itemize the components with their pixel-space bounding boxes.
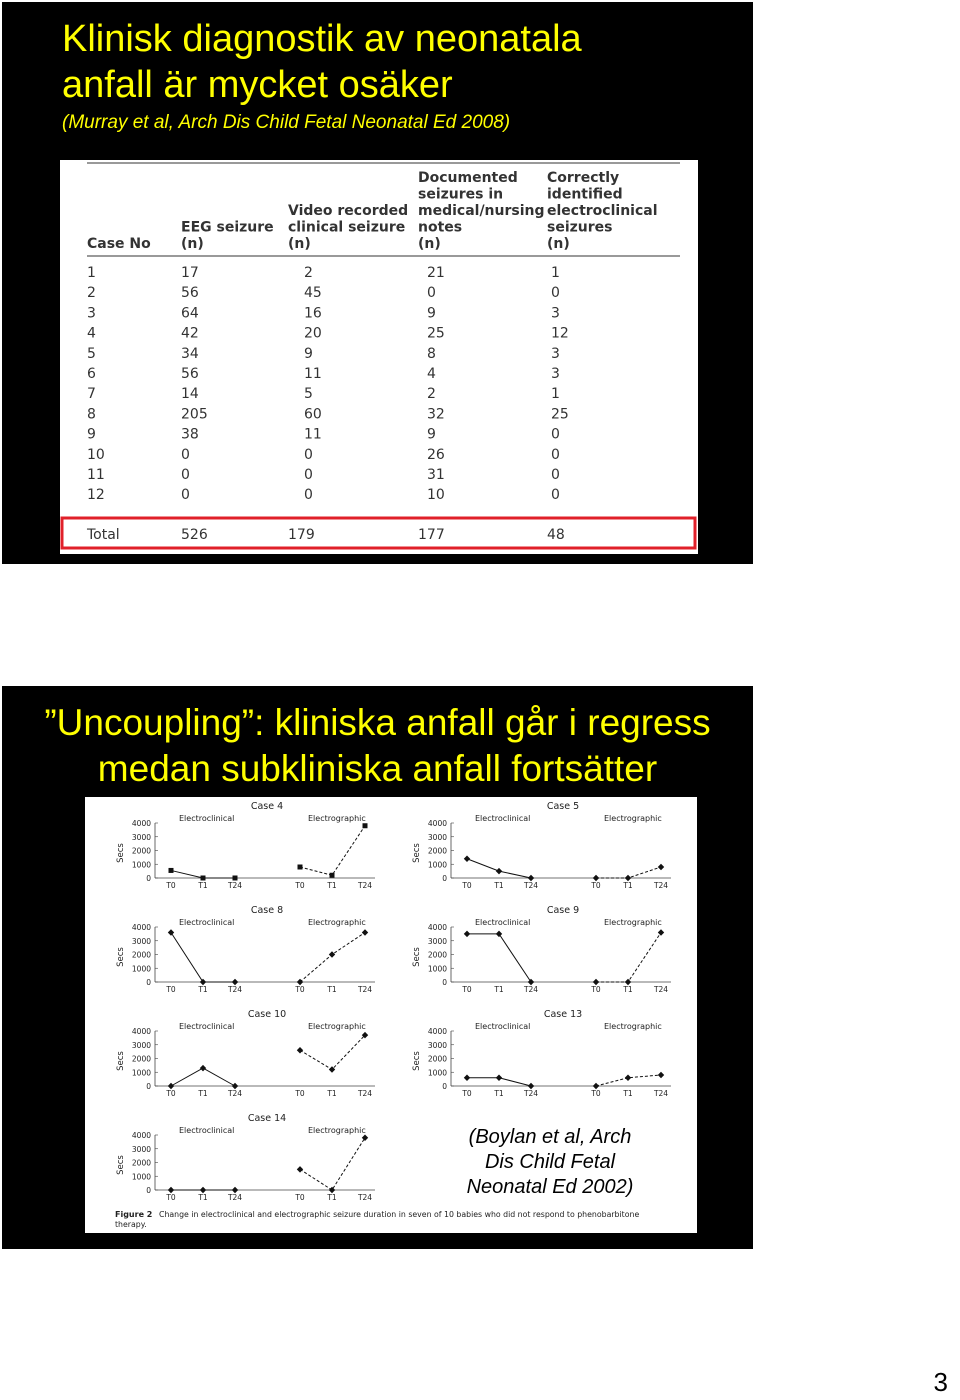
table-header-cell: Video recorded bbox=[288, 203, 409, 219]
chart-panel-1 bbox=[116, 801, 375, 890]
slide-2-title-line-2: medan subkliniska anfall fortsätter bbox=[97, 748, 658, 789]
table-cell: 7 bbox=[87, 386, 96, 403]
table-cell: 0 bbox=[181, 446, 190, 463]
figure-caption-text: Change in electroclinical and electrographic seizure duration in seven of 10 babies who did not respond to phenobarbitone bbox=[159, 1210, 640, 1219]
table-header-cell: (n) bbox=[418, 236, 441, 252]
table-cell: 38 bbox=[181, 426, 199, 443]
y-axis-label: Secs bbox=[116, 1155, 126, 1175]
right-series-label: Electrographic bbox=[308, 814, 366, 823]
x-tick-label: T24 bbox=[227, 1193, 243, 1202]
y-tick-label: 3000 bbox=[427, 832, 447, 842]
seizure-duration-figure bbox=[85, 797, 697, 1233]
y-axis-label: Secs bbox=[412, 843, 422, 863]
y-tick-label: 1000 bbox=[131, 964, 151, 974]
table-cell: 56 bbox=[181, 366, 199, 382]
table-header-cell: clinical seizure bbox=[288, 219, 406, 236]
chart-title: Case 10 bbox=[247, 1009, 287, 1020]
electroclinical-line bbox=[171, 933, 235, 983]
table-cell: 12 bbox=[87, 487, 105, 504]
electrographic-line bbox=[300, 933, 365, 983]
right-series-label: Electrographic bbox=[308, 918, 366, 927]
y-tick-label: 4000 bbox=[131, 819, 151, 828]
table-cell: 64 bbox=[181, 305, 199, 322]
y-tick-label: 2000 bbox=[131, 1054, 151, 1064]
right-series-label: Electrographic bbox=[308, 1022, 366, 1031]
table-cell: 20 bbox=[304, 325, 322, 342]
table-total-cell: 177 bbox=[418, 527, 445, 543]
table-cell: 1 bbox=[551, 265, 560, 281]
left-series-label: Electroclinical bbox=[475, 918, 531, 927]
table-cell: 1 bbox=[551, 386, 560, 403]
table-cell: 21 bbox=[427, 265, 445, 281]
x-tick-label: T24 bbox=[653, 881, 669, 890]
left-series-label: Electroclinical bbox=[179, 1022, 235, 1031]
y-tick-label: 2000 bbox=[427, 950, 447, 960]
right-series-label: Electrographic bbox=[604, 814, 662, 823]
table-cell: 2 bbox=[87, 285, 96, 302]
chart-title: Case 9 bbox=[546, 905, 580, 916]
x-tick-label: T1 bbox=[327, 881, 337, 890]
electrographic-point bbox=[329, 951, 335, 957]
table-header-cell: seizures bbox=[547, 219, 613, 236]
slide-2-citation-line-1: (Boylan et al, Arch bbox=[468, 1126, 632, 1148]
table-cell: 8 bbox=[427, 345, 436, 362]
x-tick-label: T1 bbox=[494, 1089, 504, 1098]
table-header-cell: electroclinical bbox=[547, 203, 658, 219]
table-cell: 5 bbox=[304, 386, 313, 403]
y-tick-label: 0 bbox=[442, 978, 447, 987]
x-tick-label: T0 bbox=[591, 985, 601, 994]
electroclinical-point bbox=[464, 1075, 470, 1081]
table-cell: 0 bbox=[551, 285, 560, 302]
y-tick-label: 3000 bbox=[131, 1040, 151, 1050]
y-tick-label: 1000 bbox=[427, 964, 447, 974]
y-tick-label: 4000 bbox=[131, 923, 151, 932]
table-cell: 0 bbox=[304, 467, 313, 483]
slide-2-citation-line-3: Neonatal Ed 2002) bbox=[466, 1176, 634, 1198]
y-tick-label: 0 bbox=[442, 874, 447, 883]
x-tick-label: T1 bbox=[198, 985, 208, 994]
table-cell: 0 bbox=[551, 467, 560, 483]
y-axis-label: Secs bbox=[116, 1051, 126, 1071]
table-cell: 26 bbox=[427, 446, 445, 463]
page-number: 3 bbox=[933, 1367, 948, 1397]
table-cell: 1 bbox=[87, 265, 96, 281]
x-tick-label: T24 bbox=[523, 881, 539, 890]
y-axis-label: Secs bbox=[412, 947, 422, 967]
slide-1-title-line-2: anfall är mycket osäker bbox=[62, 64, 453, 106]
electrographic-point bbox=[298, 865, 303, 870]
y-tick-label: 3000 bbox=[427, 936, 447, 946]
slide-1 bbox=[2, 2, 753, 564]
table-cell: 11 bbox=[87, 467, 105, 483]
x-tick-label: T0 bbox=[295, 985, 305, 994]
slide-2-citation-line-2: Dis Child Fetal bbox=[484, 1151, 616, 1173]
x-tick-label: T0 bbox=[462, 881, 472, 890]
slide-2-title-line-1: ”Uncoupling”: kliniska anfall går i regress bbox=[44, 702, 711, 743]
electroclinical-point bbox=[496, 868, 502, 874]
table-cell: 17 bbox=[181, 265, 199, 281]
x-tick-label: T1 bbox=[623, 985, 633, 994]
table-cell: 11 bbox=[304, 426, 322, 443]
table-cell: 3 bbox=[551, 366, 560, 382]
table-cell: 0 bbox=[551, 487, 560, 504]
x-tick-label: T24 bbox=[357, 985, 373, 994]
x-tick-label: T24 bbox=[227, 985, 243, 994]
seizure-table bbox=[60, 160, 698, 554]
x-tick-label: T24 bbox=[523, 985, 539, 994]
y-tick-label: 4000 bbox=[427, 1027, 447, 1036]
table-header-cell: notes bbox=[418, 219, 463, 236]
x-tick-label: T1 bbox=[494, 881, 504, 890]
y-tick-label: 0 bbox=[442, 1082, 447, 1091]
electrographic-point bbox=[297, 1047, 303, 1053]
table-cell: 0 bbox=[181, 467, 190, 483]
y-axis-label: Secs bbox=[412, 1051, 422, 1071]
x-tick-label: T24 bbox=[653, 985, 669, 994]
table-header-cell: (n) bbox=[181, 236, 204, 252]
table-cell: 2 bbox=[427, 386, 436, 403]
y-tick-label: 2000 bbox=[427, 846, 447, 856]
y-axis-label: Secs bbox=[116, 947, 126, 967]
y-tick-label: 2000 bbox=[427, 1054, 447, 1064]
table-cell: 4 bbox=[87, 325, 96, 342]
table-cell: 12 bbox=[551, 325, 569, 342]
chart-panel-4 bbox=[412, 905, 671, 994]
y-tick-label: 2000 bbox=[131, 1158, 151, 1168]
x-tick-label: T1 bbox=[327, 1193, 337, 1202]
y-tick-label: 0 bbox=[146, 1082, 151, 1091]
electrographic-point bbox=[330, 873, 335, 878]
x-tick-label: T24 bbox=[357, 1193, 373, 1202]
table-cell: 0 bbox=[181, 487, 190, 504]
electrographic-point bbox=[658, 929, 664, 935]
y-tick-label: 1000 bbox=[131, 1172, 151, 1182]
x-tick-label: T24 bbox=[357, 881, 373, 890]
chart-panel-3 bbox=[116, 905, 375, 994]
table-cell: 0 bbox=[304, 446, 313, 463]
x-tick-label: T1 bbox=[198, 1089, 208, 1098]
table-cell: 9 bbox=[87, 426, 96, 443]
y-tick-label: 4000 bbox=[427, 819, 447, 828]
table-header-cell: seizures in bbox=[418, 186, 504, 203]
electrographic-point bbox=[362, 929, 368, 935]
x-tick-label: T0 bbox=[166, 985, 176, 994]
table-cell: 34 bbox=[181, 345, 199, 362]
slide-1-title bbox=[62, 16, 582, 108]
slide-2 bbox=[2, 686, 753, 1249]
right-series-label: Electrographic bbox=[604, 1022, 662, 1031]
y-tick-label: 0 bbox=[146, 874, 151, 883]
electroclinical-point bbox=[200, 1065, 206, 1071]
y-tick-label: 3000 bbox=[131, 832, 151, 842]
y-tick-label: 0 bbox=[146, 978, 151, 987]
figure-caption-label: Figure 2 bbox=[115, 1210, 153, 1219]
left-series-label: Electroclinical bbox=[475, 814, 531, 823]
table-cell: 10 bbox=[87, 446, 105, 463]
table-total-cell: Total bbox=[87, 527, 120, 543]
electroclinical-point bbox=[169, 868, 174, 873]
electroclinical-point bbox=[201, 876, 206, 881]
y-tick-label: 1000 bbox=[427, 1068, 447, 1078]
electrographic-point bbox=[297, 1166, 303, 1172]
x-tick-label: T24 bbox=[227, 1089, 243, 1098]
figure-caption-text-2: therapy. bbox=[115, 1220, 147, 1229]
table-cell: 0 bbox=[427, 285, 436, 302]
table-cell: 31 bbox=[427, 467, 445, 483]
table-total-cell: 48 bbox=[547, 527, 565, 543]
right-series-label: Electrographic bbox=[604, 918, 662, 927]
slide-2-citation bbox=[445, 1125, 655, 1200]
table-cell: 60 bbox=[304, 406, 322, 423]
chart-panel-2 bbox=[412, 801, 671, 890]
table-cell: 32 bbox=[427, 406, 445, 423]
electrographic-point bbox=[625, 1075, 631, 1081]
table-cell: 2 bbox=[304, 265, 313, 281]
x-tick-label: T0 bbox=[166, 1193, 176, 1202]
left-series-label: Electroclinical bbox=[179, 814, 235, 823]
table-cell: 16 bbox=[304, 305, 322, 322]
x-tick-label: T24 bbox=[653, 1089, 669, 1098]
table-header-cell: medical/nursing bbox=[418, 203, 545, 219]
x-tick-label: T24 bbox=[357, 1089, 373, 1098]
table-cell: 4 bbox=[427, 366, 436, 382]
y-tick-label: 0 bbox=[146, 1186, 151, 1195]
seizure-table-graphic bbox=[60, 160, 698, 554]
electroclinical-point bbox=[168, 929, 174, 935]
x-tick-label: T1 bbox=[327, 985, 337, 994]
right-series-label: Electrographic bbox=[308, 1126, 366, 1135]
y-tick-label: 2000 bbox=[131, 846, 151, 856]
electrographic-point bbox=[363, 823, 368, 828]
left-series-label: Electroclinical bbox=[475, 1022, 531, 1031]
x-tick-label: T24 bbox=[227, 881, 243, 890]
electroclinical-point bbox=[496, 1075, 502, 1081]
table-header-cell: Correctly bbox=[547, 170, 620, 186]
table-cell: 25 bbox=[427, 325, 445, 342]
x-tick-label: T0 bbox=[462, 985, 472, 994]
y-tick-label: 1000 bbox=[131, 860, 151, 870]
left-series-label: Electroclinical bbox=[179, 1126, 235, 1135]
y-tick-label: 4000 bbox=[131, 1027, 151, 1036]
table-header-cell: (n) bbox=[288, 236, 311, 252]
table-cell: 3 bbox=[551, 345, 560, 362]
table-cell: 42 bbox=[181, 325, 199, 342]
chart-title: Case 8 bbox=[250, 905, 284, 916]
x-tick-label: T0 bbox=[166, 1089, 176, 1098]
table-total-cell: 526 bbox=[181, 527, 208, 543]
table-cell: 8 bbox=[87, 406, 96, 423]
y-axis-label: Secs bbox=[116, 843, 126, 863]
electrographic-line bbox=[300, 1035, 365, 1069]
table-cell: 10 bbox=[427, 487, 445, 504]
x-tick-label: T0 bbox=[295, 881, 305, 890]
y-tick-label: 3000 bbox=[131, 1144, 151, 1154]
table-cell: 3 bbox=[551, 305, 560, 322]
chart-title: Case 4 bbox=[250, 801, 284, 812]
table-cell: 9 bbox=[427, 426, 436, 443]
chart-title: Case 5 bbox=[546, 801, 580, 812]
table-cell: 3 bbox=[87, 305, 96, 322]
y-tick-label: 2000 bbox=[131, 950, 151, 960]
table-cell: 25 bbox=[551, 406, 569, 423]
electrographic-line bbox=[300, 1138, 365, 1190]
table-cell: 9 bbox=[304, 345, 313, 362]
table-cell: 9 bbox=[427, 305, 436, 322]
table-header-cell: EEG seizure bbox=[181, 219, 274, 236]
table-total-cell: 179 bbox=[288, 527, 315, 543]
table-cell: 11 bbox=[304, 366, 322, 382]
chart-panel-7 bbox=[116, 1113, 375, 1202]
chart-title: Case 14 bbox=[247, 1113, 287, 1124]
table-cell: 5 bbox=[87, 345, 96, 362]
table-header-cell: (n) bbox=[547, 236, 570, 252]
table-cell: 0 bbox=[551, 426, 560, 443]
total-row-highlight bbox=[62, 518, 695, 548]
chart-panel-5 bbox=[116, 1009, 375, 1098]
electrographic-point bbox=[362, 1135, 368, 1141]
y-tick-label: 4000 bbox=[131, 1131, 151, 1140]
chart-title: Case 13 bbox=[543, 1009, 583, 1020]
y-tick-label: 1000 bbox=[131, 1068, 151, 1078]
x-tick-label: T0 bbox=[166, 881, 176, 890]
electrographic-point bbox=[658, 864, 664, 870]
x-tick-label: T0 bbox=[462, 1089, 472, 1098]
table-header-cell: Documented bbox=[418, 170, 518, 186]
x-tick-label: T0 bbox=[591, 881, 601, 890]
table-cell: 0 bbox=[304, 487, 313, 504]
x-tick-label: T1 bbox=[623, 1089, 633, 1098]
table-cell: 6 bbox=[87, 366, 96, 382]
x-tick-label: T0 bbox=[591, 1089, 601, 1098]
slide-1-title-line-1: Klinisk diagnostik av neonatala bbox=[62, 18, 582, 60]
table-cell: 205 bbox=[181, 406, 208, 423]
x-tick-label: T1 bbox=[623, 881, 633, 890]
x-tick-label: T24 bbox=[523, 1089, 539, 1098]
y-tick-label: 3000 bbox=[131, 936, 151, 946]
electrographic-line bbox=[596, 933, 661, 983]
electroclinical-point bbox=[464, 856, 470, 862]
y-tick-label: 3000 bbox=[427, 1040, 447, 1050]
x-tick-label: T1 bbox=[327, 1089, 337, 1098]
electroclinical-point bbox=[233, 876, 238, 881]
x-tick-label: T1 bbox=[494, 985, 504, 994]
table-header-cell: Case No bbox=[87, 236, 151, 252]
electroclinical-point bbox=[496, 931, 502, 937]
slide-1-citation: (Murray et al, Arch Dis Child Fetal Neonatal Ed 2008) bbox=[62, 112, 511, 133]
chart-panel-6 bbox=[412, 1009, 671, 1098]
table-cell: 45 bbox=[304, 285, 322, 302]
table-cell: 0 bbox=[551, 446, 560, 463]
table-header-cell: identified bbox=[547, 186, 623, 203]
y-tick-label: 4000 bbox=[427, 923, 447, 932]
x-tick-label: T0 bbox=[295, 1089, 305, 1098]
electrographic-line bbox=[300, 826, 365, 876]
x-tick-label: T1 bbox=[198, 1193, 208, 1202]
electroclinical-point bbox=[464, 931, 470, 937]
left-series-label: Electroclinical bbox=[179, 918, 235, 927]
x-tick-label: T0 bbox=[295, 1193, 305, 1202]
electroclinical-line bbox=[467, 934, 531, 982]
x-tick-label: T1 bbox=[198, 881, 208, 890]
y-tick-label: 1000 bbox=[427, 860, 447, 870]
table-cell: 56 bbox=[181, 285, 199, 302]
table-cell: 14 bbox=[181, 386, 199, 403]
electrographic-point bbox=[658, 1072, 664, 1078]
